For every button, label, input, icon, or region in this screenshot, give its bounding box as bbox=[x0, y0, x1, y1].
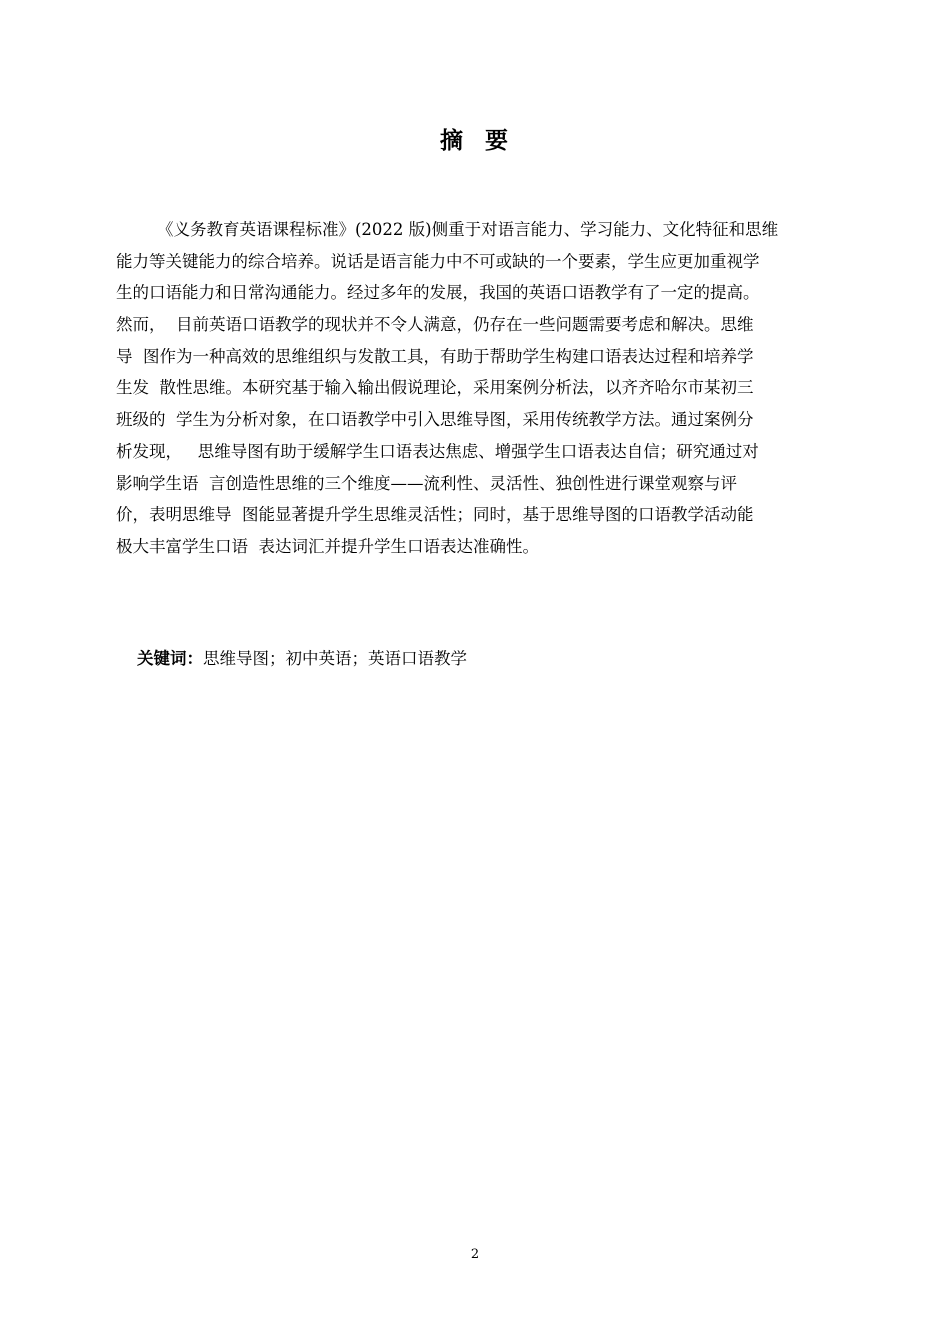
abstract-line: 极大丰富学生口语 表达词汇并提升学生口语表达准确性。 bbox=[116, 536, 539, 556]
abstract-line: 班级的 学生为分析对象，在口语教学中引入思维导图，采用传统教学方法。通过案例分 bbox=[116, 410, 754, 430]
abstract-line: 生的口语能力和日常沟通能力。经过多年的发展，我国的英语口语教学有了一定的提高。 bbox=[116, 283, 760, 303]
abstract-line: 价，表明思维导 图能显著提升学生思维灵活性；同时，基于思维导图的口语教学活动能 bbox=[116, 505, 754, 525]
abstract-body bbox=[116, 214, 861, 563]
page-title: 摘 要 bbox=[439, 128, 510, 154]
abstract-line: 生发 散性思维。本研究基于输入输出假说理论，采用案例分析法，以齐齐哈尔市某初三 bbox=[116, 378, 754, 398]
keywords-line bbox=[116, 612, 467, 705]
abstract-line: 导 图作为一种高效的思维组织与发散工具，有助于帮助学生构建口语表达过程和培养学 bbox=[116, 346, 754, 366]
abstract-line: 然而， 目前英语口语教学的现状并不令人满意，仍存在一些问题需要考虑和解决。思维 bbox=[116, 315, 754, 335]
keywords-text: 思维导图；初中英语；英语口语教学 bbox=[202, 649, 467, 668]
abstract-line: 《义务教育英语课程标准》(2022 版)侧重于对语言能力、学习能力、文化特征和思维 bbox=[157, 220, 779, 239]
keywords-label: 关键词： bbox=[136, 649, 203, 668]
page-number: 2 bbox=[470, 1247, 480, 1262]
abstract-line: 能力等关键能力的综合培养。说话是语言能力中不可或缺的一个要素，学生应更加重视学 bbox=[116, 251, 760, 271]
abstract-line: 影响学生语 言创造性思维的三个维度——流利性、灵活性、独创性进行课堂观察与评 bbox=[116, 473, 737, 493]
abstract-line: 析发现， 思维导图有助于缓解学生口语表达焦虑、增强学生口语表达自信；研究通过对 bbox=[116, 441, 759, 461]
